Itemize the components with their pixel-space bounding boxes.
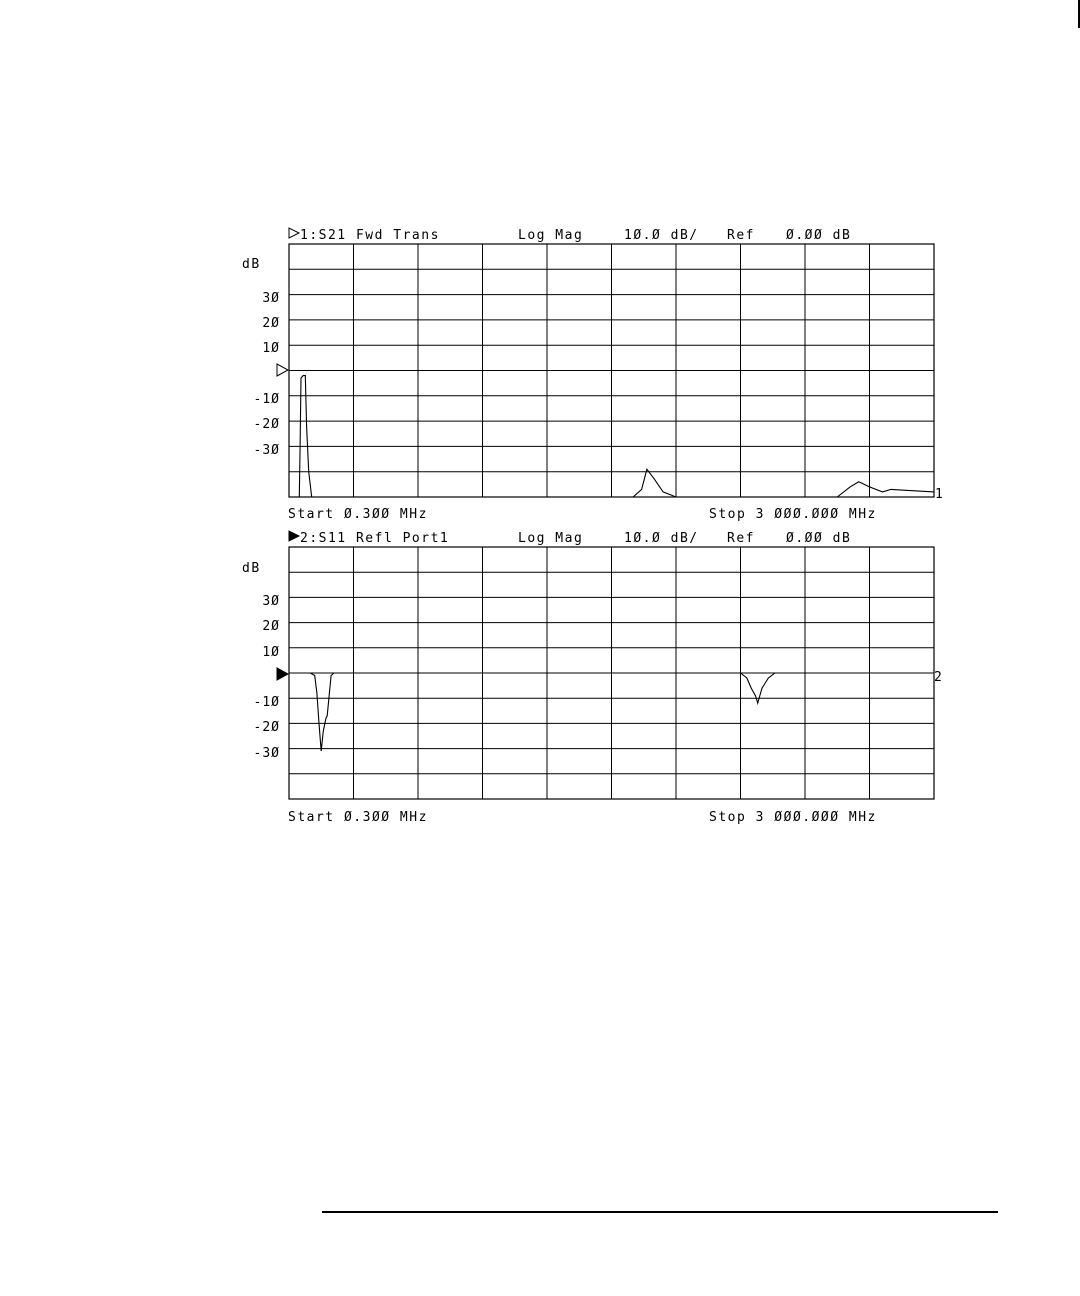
y-tick-label: -2Ø [253, 720, 280, 735]
reference-position-open-triangle-icon [277, 364, 288, 376]
y-axis-unit: dB [242, 561, 261, 576]
y-tick-label: -2Ø [253, 417, 280, 432]
active-channel-filled-triangle-icon [289, 531, 299, 541]
y-tick-label: -1Ø [253, 695, 280, 710]
scale-label: 1Ø.Ø dB/ [624, 228, 699, 243]
ref-value: Ø.ØØ dB [786, 531, 852, 546]
start-frequency-label: Start Ø.3ØØ MHz [288, 507, 428, 522]
reference-position-filled-triangle-icon [277, 668, 288, 680]
y-tick-label: -3Ø [253, 443, 280, 458]
ref-label: Ref [727, 531, 755, 546]
trace-label: 2:S11 Refl Port1 [300, 531, 450, 546]
trace-segment [633, 469, 698, 497]
footer-rule [322, 1211, 998, 1213]
active-channel-open-triangle-icon [289, 228, 299, 238]
plot-1 [242, 228, 944, 522]
trace-segment [829, 482, 934, 497]
stop-frequency-label: Stop 3 ØØØ.ØØØ MHz [709, 507, 877, 522]
format-label: Log Mag [518, 228, 584, 243]
y-tick-label: 3Ø [262, 291, 280, 306]
y-tick-label: 3Ø [262, 594, 280, 609]
y-tick-label: 2Ø [262, 316, 280, 331]
y-tick-label: -3Ø [253, 746, 280, 761]
y-tick-label: 2Ø [262, 619, 280, 634]
plot-2 [242, 531, 943, 825]
scale-label: 1Ø.Ø dB/ [624, 531, 699, 546]
y-tick-label: 1Ø [262, 341, 280, 356]
trace-label: 1:S21 Fwd Trans [300, 228, 440, 243]
ref-value: Ø.ØØ dB [786, 228, 852, 243]
format-label: Log Mag [518, 531, 584, 546]
y-tick-label: -1Ø [253, 392, 280, 407]
stop-frequency-label: Stop 3 ØØØ.ØØØ MHz [709, 810, 877, 825]
ref-label: Ref [727, 228, 755, 243]
y-tick-label: 1Ø [262, 645, 280, 660]
trace-end-marker: 2 [934, 670, 944, 685]
graticule [289, 244, 934, 497]
start-frequency-label: Start Ø.3ØØ MHz [288, 810, 428, 825]
trace-end-marker: 1 [935, 487, 945, 502]
y-axis-unit: dB [242, 257, 261, 272]
